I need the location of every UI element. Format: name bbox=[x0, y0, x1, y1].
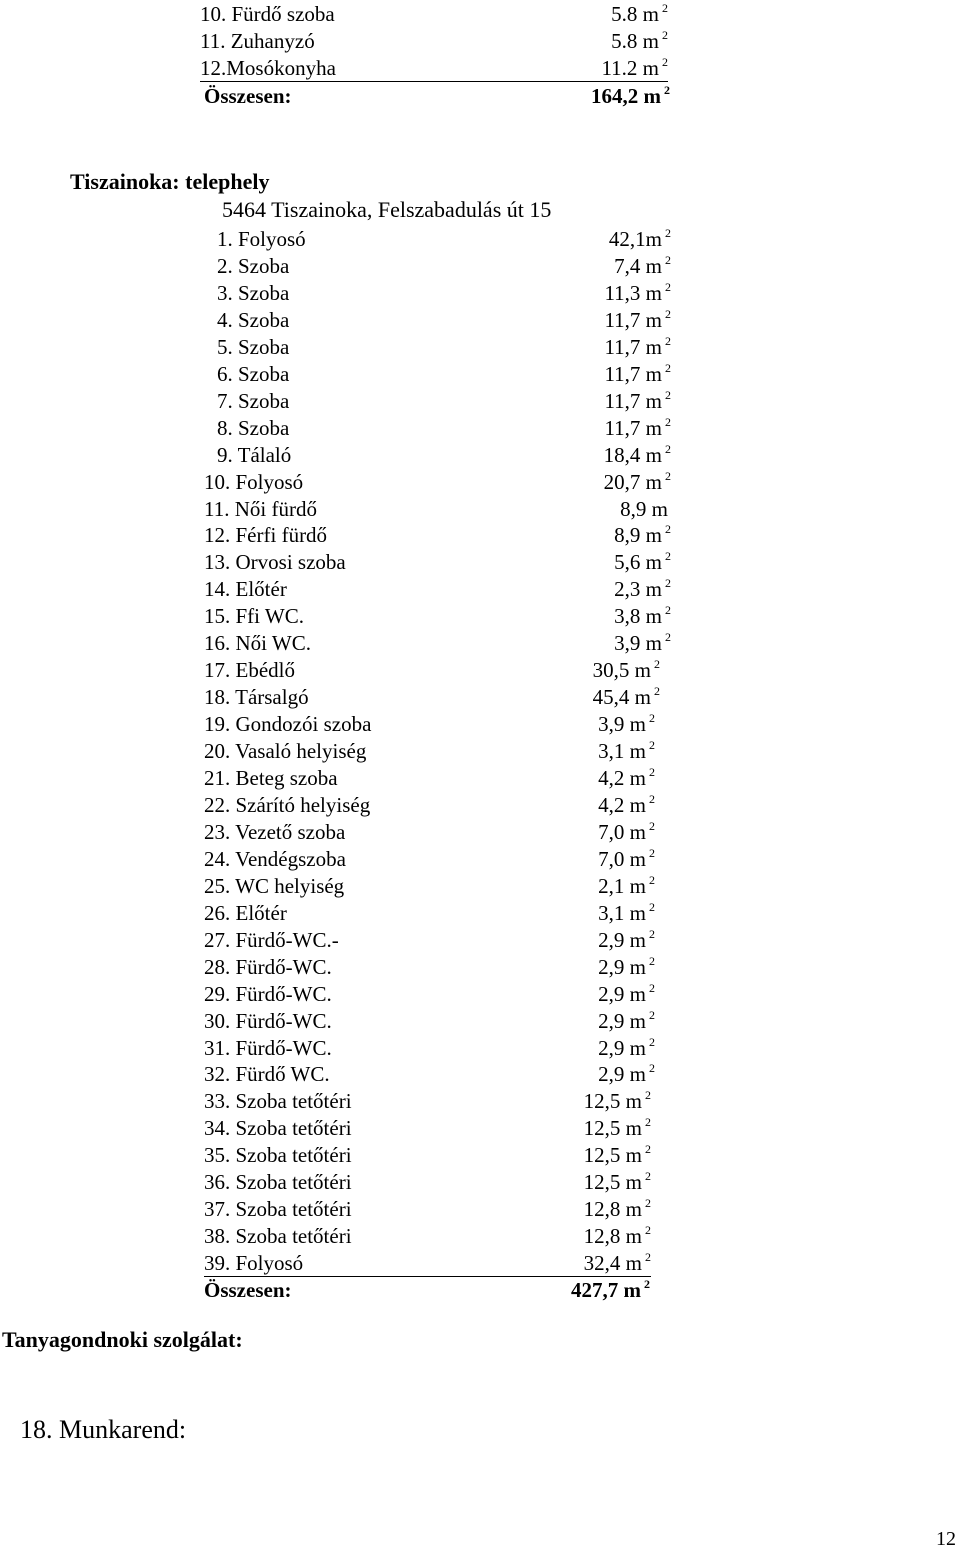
room-name: 11. Zuhanyzó bbox=[200, 29, 315, 53]
room-name: 4. Szoba bbox=[217, 308, 290, 332]
total-value: 427,7 m $^2$ bbox=[571, 1277, 650, 1302]
room-name: 27. Fürdő-WC.- bbox=[204, 928, 339, 952]
room-name: 12. Férfi fürdő bbox=[204, 523, 328, 547]
room-name: 33. Szoba tetőtéri bbox=[204, 1089, 352, 1113]
room-name: 37. Szoba tetőtéri bbox=[204, 1197, 352, 1221]
room-area: 3,9 m $^2$ bbox=[614, 630, 671, 655]
list-item bbox=[204, 1250, 651, 1277]
room-area: 11,7 m $^2$ bbox=[604, 334, 671, 359]
list-item bbox=[204, 496, 671, 522]
room-area: 7,4 m $^2$ bbox=[614, 253, 671, 278]
room-name: 38. Szoba tetőtéri bbox=[204, 1224, 352, 1248]
list-item bbox=[204, 684, 660, 710]
room-area: 12,5 m $^2$ bbox=[583, 1088, 651, 1113]
room-area: 5.8 m $^2$ bbox=[611, 28, 668, 53]
room-area: 4,2 m $^2$ bbox=[598, 792, 655, 817]
room-area: 3,8 m $^2$ bbox=[614, 603, 671, 628]
room-name: 9. Tálaló bbox=[217, 443, 292, 467]
list-item bbox=[204, 226, 671, 252]
list-item bbox=[200, 1, 668, 27]
room-name: 12.Mosókonyha bbox=[200, 56, 336, 80]
list-item bbox=[204, 873, 655, 899]
room-name: 13. Orvosi szoba bbox=[204, 550, 346, 574]
room-area: 32,4 m $^2$ bbox=[583, 1250, 651, 1275]
room-name: 21. Beteg szoba bbox=[204, 766, 338, 790]
room-name: 35. Szoba tetőtéri bbox=[204, 1143, 352, 1167]
room-name: 15. Ffi WC. bbox=[204, 604, 304, 628]
room-area: 2,9 m $^2$ bbox=[598, 927, 655, 952]
room-area: 7,0 m $^2$ bbox=[598, 846, 655, 871]
list-item bbox=[204, 981, 655, 1007]
list-item bbox=[204, 415, 671, 441]
list-item bbox=[204, 388, 671, 414]
room-area: 2,1 m $^2$ bbox=[598, 873, 655, 898]
room-area: 45,4 m $^2$ bbox=[592, 684, 660, 709]
room-name: 16. Női WC. bbox=[204, 631, 311, 655]
room-name: 11. Női fürdő bbox=[204, 497, 317, 521]
room-area: 11,7 m $^2$ bbox=[604, 307, 671, 332]
list-item bbox=[204, 1223, 651, 1249]
room-area: 2,9 m $^2$ bbox=[598, 1061, 655, 1086]
room-name: 14. Előtér bbox=[204, 577, 287, 601]
list-item bbox=[204, 792, 655, 818]
list-item bbox=[204, 253, 671, 279]
room-area: 8,9 m bbox=[620, 497, 668, 521]
list-item bbox=[204, 1169, 651, 1195]
list-item bbox=[204, 927, 655, 953]
list-item bbox=[204, 1115, 651, 1141]
list-item bbox=[204, 1088, 651, 1114]
room-name: 28. Fürdő-WC. bbox=[204, 955, 332, 979]
list-item bbox=[204, 1196, 651, 1222]
room-name: 25. WC helyiség bbox=[204, 874, 345, 898]
room-area: 12,5 m $^2$ bbox=[583, 1115, 651, 1140]
room-area: 5,6 m $^2$ bbox=[614, 549, 671, 574]
room-name: 20. Vasaló helyiség bbox=[204, 739, 367, 763]
room-area: 11,7 m $^2$ bbox=[604, 388, 671, 413]
room-area: 18,4 m $^2$ bbox=[603, 442, 671, 467]
total-label: Összesen: bbox=[204, 84, 292, 108]
room-area: 2,9 m $^2$ bbox=[598, 954, 655, 979]
room-area: 11,7 m $^2$ bbox=[604, 361, 671, 386]
list-item bbox=[204, 576, 671, 602]
room-name: 18. Társalgó bbox=[204, 685, 309, 709]
room-name: 30. Fürdő-WC. bbox=[204, 1009, 332, 1033]
room-name: 17. Ebédlő bbox=[204, 658, 295, 682]
list-item bbox=[204, 1142, 651, 1168]
list-item bbox=[204, 738, 655, 764]
room-area: 7,0 m $^2$ bbox=[598, 819, 655, 844]
list-item bbox=[204, 1061, 655, 1087]
room-name: 32. Fürdő WC. bbox=[204, 1062, 330, 1086]
section-heading-service: Tanyagondnoki szolgálat: bbox=[2, 1327, 243, 1352]
room-area: 12,5 m $^2$ bbox=[583, 1169, 651, 1194]
room-name: 34. Szoba tetőtéri bbox=[204, 1116, 352, 1140]
room-name: 31. Fürdő-WC. bbox=[204, 1036, 332, 1060]
room-area: 11,7 m $^2$ bbox=[604, 415, 671, 440]
room-name: 19. Gondozói szoba bbox=[204, 712, 372, 736]
section-heading-work-schedule: 18. Munkarend: bbox=[20, 1415, 187, 1444]
list-item bbox=[200, 55, 668, 82]
page-number: 12 bbox=[936, 1528, 956, 1550]
room-area: 42,1m $^2$ bbox=[608, 226, 671, 251]
list-item bbox=[204, 361, 671, 387]
room-area: 8,9 m $^2$ bbox=[614, 522, 671, 547]
list-item bbox=[204, 657, 660, 683]
list-item bbox=[204, 442, 671, 468]
list-item bbox=[204, 334, 671, 360]
room-area: 30,5 m $^2$ bbox=[592, 657, 660, 682]
room-name: 10. Fürdő szoba bbox=[200, 2, 335, 26]
room-name: 24. Vendégszoba bbox=[204, 847, 346, 871]
room-area: 12,8 m $^2$ bbox=[583, 1196, 651, 1221]
room-area: 3,1 m $^2$ bbox=[598, 738, 655, 763]
list-item bbox=[204, 846, 655, 872]
room-area: 2,9 m $^2$ bbox=[598, 1035, 655, 1060]
site-title: Tiszainoka: telephely bbox=[70, 169, 270, 194]
list-item bbox=[204, 765, 655, 791]
room-area: 2,9 m $^2$ bbox=[598, 981, 655, 1006]
list-item bbox=[204, 900, 655, 926]
total-label: Összesen: bbox=[204, 1278, 292, 1302]
list-item bbox=[204, 469, 671, 495]
room-area: 3,1 m $^2$ bbox=[598, 900, 655, 925]
room-area: 20,7 m $^2$ bbox=[603, 469, 671, 494]
list-item bbox=[204, 1035, 655, 1061]
list-item bbox=[204, 711, 655, 737]
room-name: 22. Szárító helyiség bbox=[204, 793, 371, 817]
total-value: 164,2 m $^2$ bbox=[591, 83, 670, 108]
total-row bbox=[204, 1277, 650, 1303]
room-area: 3,9 m $^2$ bbox=[598, 711, 655, 736]
room-name: 8. Szoba bbox=[217, 416, 290, 440]
room-name: 10. Folyosó bbox=[204, 470, 304, 494]
room-name: 39. Folyosó bbox=[204, 1251, 304, 1275]
room-area: 11.2 m $^2$ bbox=[601, 55, 668, 80]
room-name: 7. Szoba bbox=[217, 389, 290, 413]
room-name: 23. Vezető szoba bbox=[204, 820, 346, 844]
room-area: 12,5 m $^2$ bbox=[583, 1142, 651, 1167]
room-name: 1. Folyosó bbox=[217, 227, 306, 251]
site-address: 5464 Tiszainoka, Felszabadulás út 15 bbox=[222, 197, 552, 222]
room-area: 11,3 m $^2$ bbox=[604, 280, 671, 305]
list-item bbox=[204, 549, 671, 575]
list-item bbox=[204, 522, 671, 548]
list-item bbox=[204, 1008, 655, 1034]
room-name: 6. Szoba bbox=[217, 362, 290, 386]
room-area: 4,2 m $^2$ bbox=[598, 765, 655, 790]
room-name: 5. Szoba bbox=[217, 335, 290, 359]
room-name: 26. Előtér bbox=[204, 901, 287, 925]
room-area: 2,9 m $^2$ bbox=[598, 1008, 655, 1033]
list-item bbox=[204, 819, 655, 845]
list-item bbox=[204, 954, 655, 980]
list-item bbox=[200, 28, 668, 54]
room-area: 2,3 m $^2$ bbox=[614, 576, 671, 601]
total-row bbox=[204, 83, 670, 109]
room-name: 29. Fürdő-WC. bbox=[204, 982, 332, 1006]
room-name: 3. Szoba bbox=[217, 281, 290, 305]
room-name: 2. Szoba bbox=[217, 254, 290, 278]
list-item bbox=[204, 603, 671, 629]
room-area: 5.8 m $^2$ bbox=[611, 1, 668, 26]
room-name: 36. Szoba tetőtéri bbox=[204, 1170, 352, 1194]
list-item bbox=[204, 280, 671, 306]
list-item bbox=[204, 630, 671, 656]
room-area: 12,8 m $^2$ bbox=[583, 1223, 651, 1248]
list-item bbox=[204, 307, 671, 333]
